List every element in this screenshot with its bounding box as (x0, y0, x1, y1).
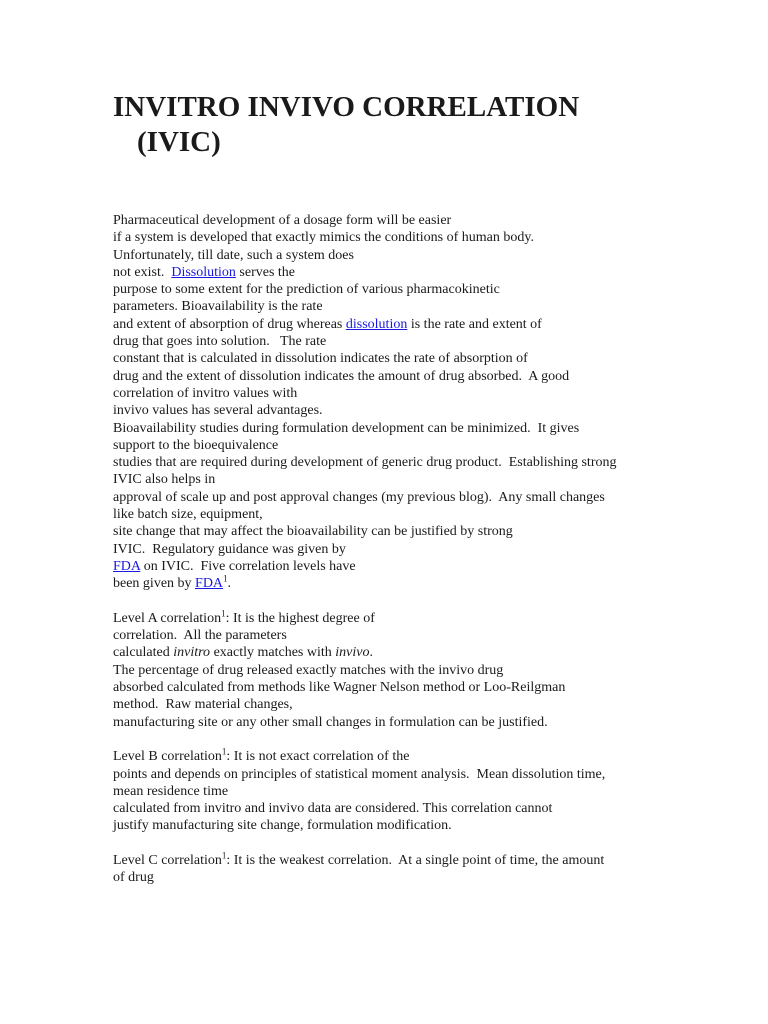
text-line: mean residence time (113, 783, 229, 799)
paragraph-gap (113, 593, 713, 610)
dissolution-link-2[interactable]: dissolution (345, 316, 408, 332)
paragraph-gap (113, 835, 713, 852)
text-line: of drug (113, 870, 154, 886)
text-fragment: : It is not exact correlation of the (226, 749, 410, 765)
text-line: if a system is developed that exactly mimics the conditions of human body. (113, 230, 534, 246)
text-line: calculated from invitro and invivo data are considered. This correlation cannot (113, 801, 553, 817)
text-line (113, 644, 713, 661)
text-line: Pharmaceutical development of a dosage form will be easier (113, 213, 452, 228)
text-line: Unfortunately, till date, such a system does (113, 247, 354, 263)
text-fragment: serves the (235, 264, 296, 280)
title-line-1: INVITRO INVIVO CORRELATION (113, 91, 580, 123)
text-line: Bioavailability studies during formulation development can be minimized. It gives (113, 420, 580, 436)
text-fragment: . (227, 576, 232, 592)
text-line: invivo values has several advantages. (113, 403, 323, 419)
text-fragment: on IVIC. Five correlation levels have (140, 558, 356, 574)
text-line (113, 610, 713, 627)
text-fragment: exactly matches with (210, 645, 336, 661)
document-body (113, 212, 713, 887)
text-line (113, 558, 713, 575)
level-c-heading: Level C correlation (113, 852, 222, 868)
text-line: method. Raw material changes, (113, 697, 293, 713)
text-line: The percentage of drug released exactly matches with the invivo drug (113, 662, 504, 678)
text-line: drug and the extent of dissolution indicates the amount of drug absorbed. A good (113, 368, 570, 384)
text-line: parameters. Bioavailability is the rate (113, 299, 323, 315)
footnote-ref: 1 (221, 746, 227, 757)
text-line: site change that may affect the bioavailability can be justified by strong (113, 524, 513, 540)
text-line: IVIC also helps in (113, 472, 216, 488)
text-fragment: : It is the highest degree of (225, 610, 375, 626)
text-line: constant that is calculated in dissolution indicates the rate of absorption of (113, 351, 528, 367)
text-line (113, 852, 713, 869)
text-line: approval of scale up and post approval changes (my previous blog). Any small changes (113, 489, 605, 505)
text-line (113, 264, 713, 281)
text-line: absorbed calculated from methods like Wagner Nelson method or Loo-Reilgman (113, 680, 566, 696)
fda-link[interactable]: FDA (113, 558, 141, 574)
text-fragment: calculated (113, 645, 174, 661)
text-fragment: : It is the weakest correlation. At a single point of time, the amount (226, 852, 605, 868)
text-line: manufacturing site or any other small changes in formulation can be justified. (113, 714, 548, 730)
text-line: studies that are required during development of generic drug product. Establishing strong (113, 455, 617, 471)
text-line (113, 748, 713, 765)
text-fragment: is the rate and extent of (407, 316, 542, 332)
text-fragment: been given by (113, 576, 196, 592)
text-line (113, 575, 713, 592)
text-line: justify manufacturing site change, formulation modification. (113, 818, 452, 834)
text-line: correlation. All the parameters (113, 628, 287, 644)
fda-link-2[interactable]: FDA (195, 576, 224, 592)
text-line: points and depends on principles of statistical moment analysis. Mean dissolution time, (113, 766, 606, 782)
footnote-ref: 1 (221, 850, 227, 861)
text-line: correlation of invitro values with (113, 385, 298, 401)
page-title (113, 90, 713, 160)
text-line: purpose to some extent for the prediction of various pharmacokinetic (113, 282, 500, 298)
text-line: support to the bioequivalence (113, 437, 279, 453)
text-line: like batch size, equipment, (113, 507, 263, 523)
title-line-2: (IVIC) (137, 126, 221, 158)
emphasis-text: invivo (335, 645, 370, 661)
text-line: IVIC. Regulatory guidance was given by (113, 541, 346, 557)
text-line: drug that goes into solution. The rate (113, 334, 327, 350)
footnote-ref: 1 (223, 573, 228, 584)
text-line (113, 316, 713, 333)
level-a-heading: Level A correlation (113, 610, 222, 626)
level-b-heading: Level B correlation (113, 749, 222, 765)
dissolution-link[interactable]: Dissolution (171, 264, 236, 280)
text-fragment: and extent of absorption of drug whereas (113, 316, 346, 332)
emphasis-text: invitro (173, 645, 211, 661)
footnote-ref: 1 (221, 608, 226, 619)
text-fragment: . (369, 645, 373, 661)
text-fragment: not exist. (113, 264, 172, 280)
paragraph-gap (113, 731, 713, 748)
